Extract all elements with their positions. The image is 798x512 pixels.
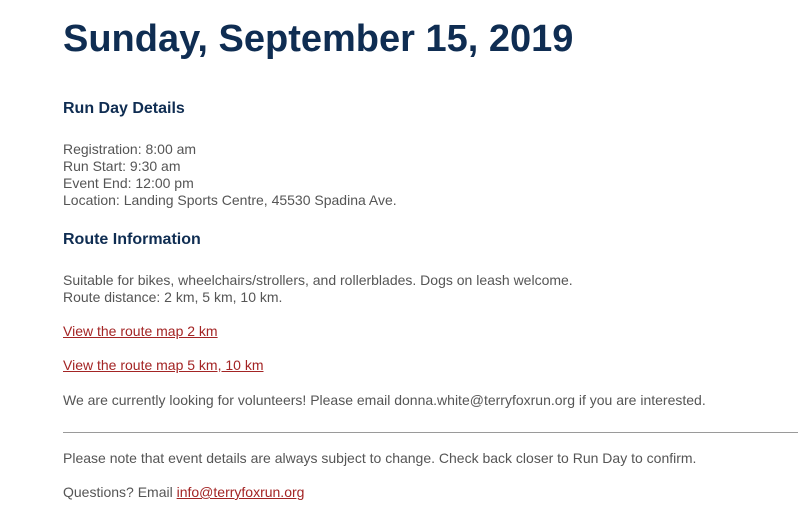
questions-prefix: Questions? Email: [63, 484, 177, 500]
event-date-title: Sunday, September 15, 2019: [63, 18, 574, 60]
route-information-text: [63, 272, 573, 306]
event-location: Location: Landing Sports Centre, 45530 Spadina Ave.: [63, 192, 397, 208]
route-map-2km-link[interactable]: View the route map 2 km: [63, 323, 218, 339]
change-notice: Please note that event details are always subject to change. Check back closer to Run Day to confirm.: [63, 450, 697, 466]
section-divider: [63, 432, 798, 433]
route-distance: Route distance: 2 km, 5 km, 10 km.: [63, 289, 283, 305]
registration-time: Registration: 8:00 am: [63, 141, 197, 157]
route-map-5km-10km-link[interactable]: View the route map 5 km, 10 km: [63, 357, 264, 373]
run-day-details-list: [63, 141, 397, 209]
contact-email-link[interactable]: info@terryfoxrun.org: [176, 484, 305, 500]
volunteer-notice: We are currently looking for volunteers! Please email donna.white@terryfoxrun.org if you are interested.: [63, 392, 706, 408]
route-information-heading: Route Information: [63, 231, 201, 248]
questions-contact: [63, 484, 304, 501]
route-suitability: Suitable for bikes, wheelchairs/strollers, and rollerblades. Dogs on leash welcome.: [63, 272, 573, 288]
run-day-details-heading: Run Day Details: [63, 100, 185, 117]
run-start-time: Run Start: 9:30 am: [63, 158, 181, 174]
event-end-time: Event End: 12:00 pm: [63, 175, 194, 191]
